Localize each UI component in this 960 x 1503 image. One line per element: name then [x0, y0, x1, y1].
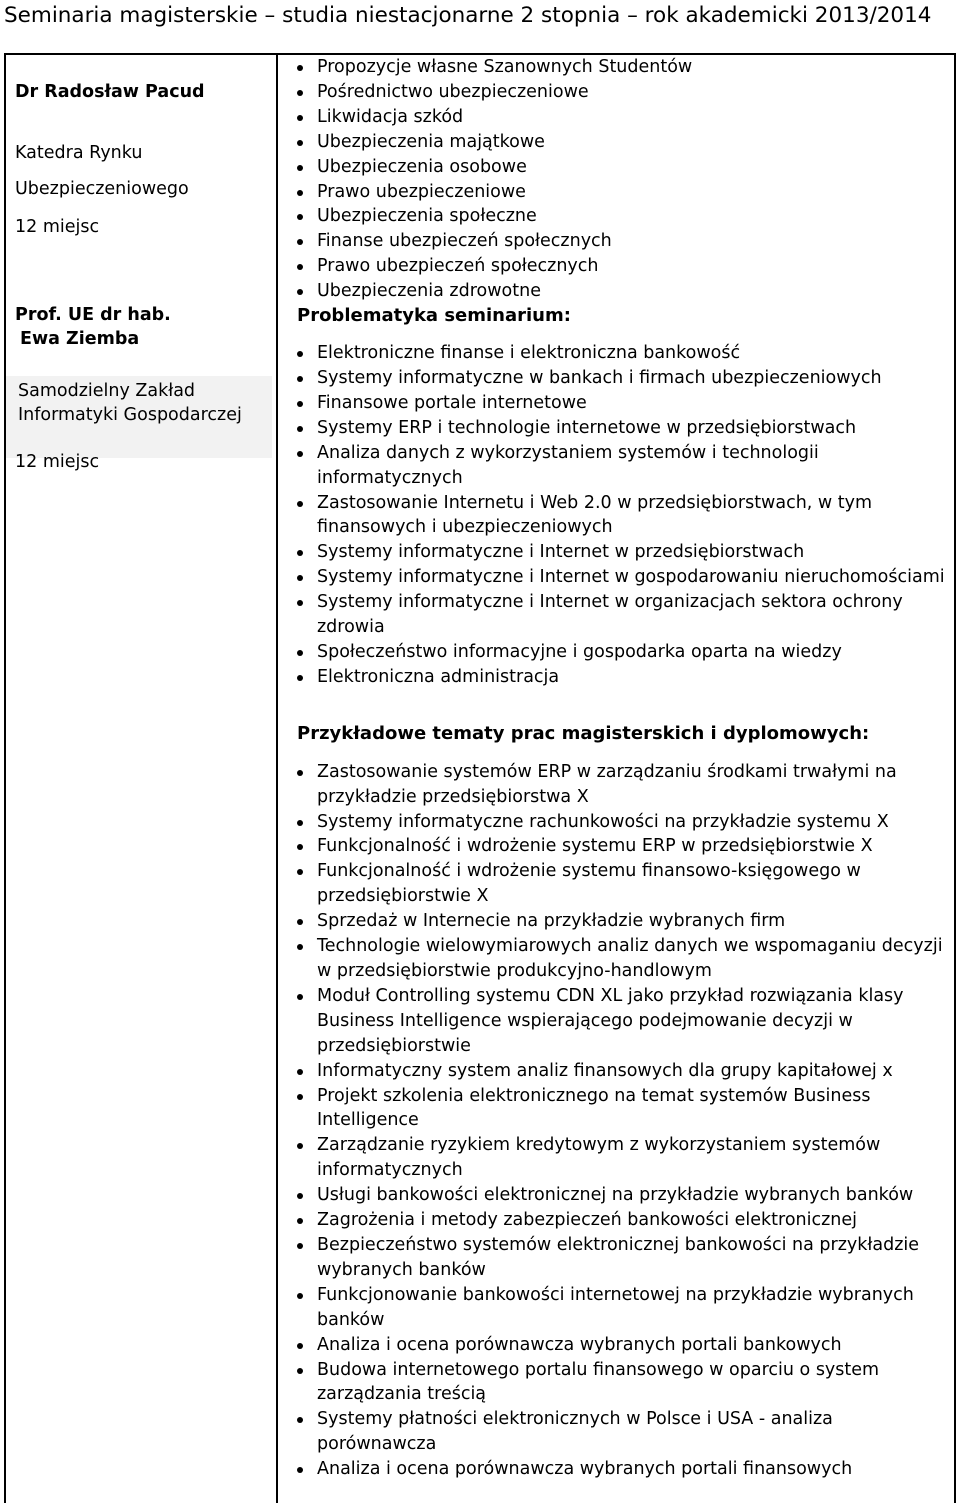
supervisor-block	[15, 303, 273, 474]
list-item: Finansowe portale internetowe	[288, 391, 948, 416]
list-item: Zastosowanie systemów ERP w zarządzaniu środkami trwałymi na przykładzie przedsiębiorstwa X	[288, 760, 948, 810]
list-item: Prawo ubezpieczeniowe	[288, 180, 948, 205]
supervisor-name: Ewa Ziemba	[20, 329, 140, 349]
list-item: Elektroniczne finanse i elektroniczna bankowość	[288, 341, 948, 366]
proposals-list	[288, 55, 948, 304]
supervisors-column	[15, 80, 273, 474]
list-item: Zarządzanie ryzykiem kredytowym z wykorzystaniem systemów informatycznych	[288, 1133, 948, 1183]
supervisor-department: Ubezpieczeniowego	[15, 179, 189, 199]
list-item: Elektroniczna administracja	[288, 665, 948, 690]
list-item: Ubezpieczenia zdrowotne	[288, 279, 948, 304]
section-heading: Problematyka seminarium:	[297, 305, 571, 327]
supervisor-name: Prof. UE dr hab.	[15, 305, 171, 325]
list-item: Systemy informatyczne i Internet w gospodarowaniu nieruchomościami	[288, 565, 948, 590]
list-item: Finanse ubezpieczeń społecznych	[288, 229, 948, 254]
list-item: Zastosowanie Internetu i Web 2.0 w przedsiębiorstwach, w tym finansowych i ubezpieczeniowych	[288, 491, 948, 541]
list-item: Analiza i ocena porównawcza wybranych portali bankowych	[288, 1333, 948, 1358]
list-item: Zagrożenia i metody zabezpieczeń bankowości elektronicznej	[288, 1208, 948, 1233]
list-item: Budowa internetowego portalu finansowego w oparciu o system zarządzania treścią	[288, 1358, 948, 1408]
topics-column	[288, 55, 948, 1482]
list-item: Systemy informatyczne i Internet w przedsiębiorstwach	[288, 540, 948, 565]
list-item: Funkcjonalność i wdrożenie systemu finansowo-księgowego w przedsiębiorstwie X	[288, 859, 948, 909]
thesis-topics-list	[288, 760, 948, 1482]
list-item: Moduł Controlling systemu CDN XL jako przykład rozwiązania klasy Business Intelligence wspierającego podejmowanie decyzji w przedsiębiorstwie	[288, 984, 948, 1059]
list-item: Analiza danych z wykorzystaniem systemów i technologii informatycznych	[288, 441, 948, 491]
supervisor-name: Dr Radosław Pacud	[15, 82, 205, 102]
list-item: Systemy informatyczne w bankach i firmach ubezpieczeniowych	[288, 366, 948, 391]
list-item: Ubezpieczenia społeczne	[288, 204, 948, 229]
list-item: Likwidacja szkód	[288, 105, 948, 130]
section-heading: Przykładowe tematy prac magisterskich i dyplomowych:	[297, 722, 870, 744]
supervisor-department: Samodzielny Zakład	[18, 381, 196, 401]
column-divider	[276, 53, 278, 1503]
list-item: Systemy informatyczne rachunkowości na przykładzie systemu X	[288, 810, 948, 835]
supervisor-seats: 12 miejsc	[15, 452, 100, 472]
list-item: Systemy płatności elektronicznych w Polsce i USA - analiza porównawcza	[288, 1407, 948, 1457]
supervisor-block	[15, 80, 273, 239]
list-item: Sprzedaż w Internecie na przykładzie wybranych firm	[288, 909, 948, 934]
seminar-topics-list	[288, 341, 948, 690]
supervisor-department: Katedra Rynku	[15, 143, 143, 163]
list-item: Informatyczny system analiz finansowych dla grupy kapitałowej x	[288, 1059, 948, 1084]
supervisor-seats: 12 miejsc	[15, 217, 100, 237]
list-item: Usługi bankowości elektronicznej na przykładzie wybranych banków	[288, 1183, 948, 1208]
list-item: Technologie wielowymiarowych analiz danych we wspomaganiu decyzji w przedsiębiorstwie produkcyjno-handlowym	[288, 934, 948, 984]
list-item: Projekt szkolenia elektronicznego na temat systemów Business Intelligence	[288, 1084, 948, 1134]
list-item: Bezpieczeństwo systemów elektronicznej bankowości na przykładzie wybranych banków	[288, 1233, 948, 1283]
list-item: Prawo ubezpieczeń społecznych	[288, 254, 948, 279]
list-item: Funkcjonowanie bankowości internetowej na przykładzie wybranych banków	[288, 1283, 948, 1333]
list-item: Funkcjonalność i wdrożenie systemu ERP w przedsiębiorstwie X	[288, 834, 948, 859]
list-item: Społeczeństwo informacyjne i gospodarka oparta na wiedzy	[288, 640, 948, 665]
list-item: Systemy informatyczne i Internet w organizacjach sektora ochrony zdrowia	[288, 590, 948, 640]
page-title: Seminaria magisterskie – studia niestacjonarne 2 stopnia – rok akademicki 2013/2014	[4, 3, 932, 28]
supervisor-department: Informatyki Gospodarczej	[18, 405, 242, 425]
list-item: Ubezpieczenia majątkowe	[288, 130, 948, 155]
list-item: Pośrednictwo ubezpieczeniowe	[288, 80, 948, 105]
list-item: Propozycje własne Szanownych Studentów	[288, 55, 948, 80]
list-item: Analiza i ocena porównawcza wybranych portali finansowych	[288, 1457, 948, 1482]
list-item: Systemy ERP i technologie internetowe w przedsiębiorstwach	[288, 416, 948, 441]
list-item: Ubezpieczenia osobowe	[288, 155, 948, 180]
